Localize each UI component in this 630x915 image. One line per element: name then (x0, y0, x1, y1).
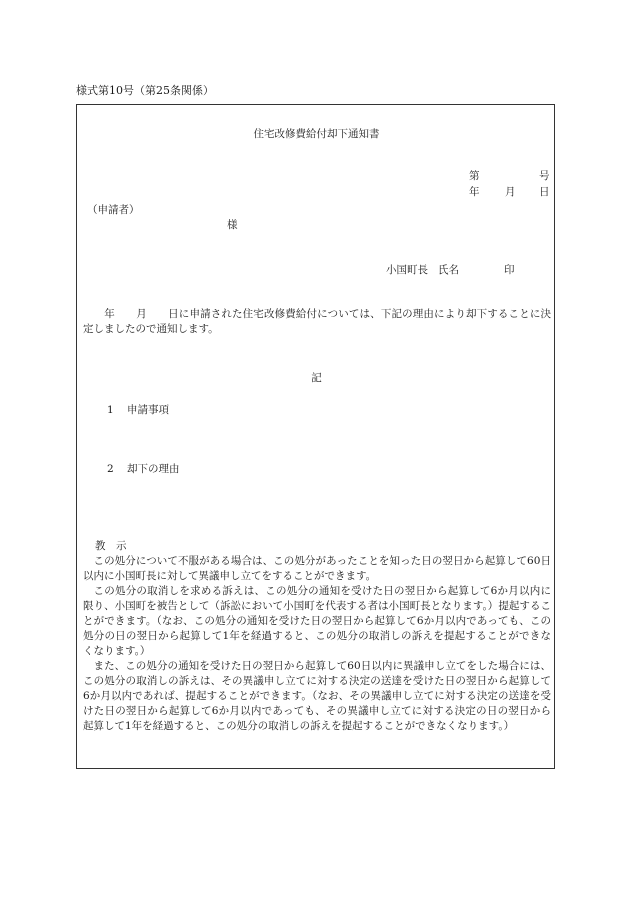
instructions-section (83, 539, 551, 734)
date-year: 年 (469, 186, 480, 198)
date-month: 月 (505, 186, 516, 198)
applicant-label: （申請者） (87, 204, 140, 216)
issuer-name-label: 氏名 (438, 264, 459, 276)
item-label: 申請事項 (127, 404, 170, 416)
number-suffix: 号 (539, 170, 550, 182)
item-reason (107, 462, 180, 477)
honorific: 様 (227, 219, 238, 231)
instructions-paragraph: この処分について不服がある場合は、この処分があったことを知った日の翌日から起算して60日以内に小国町長に対して異議申し立てをすることができます。 (83, 555, 551, 582)
form-title: 住宅改修費給付却下通知書 (253, 128, 380, 140)
item-label: 却下の理由 (127, 463, 180, 475)
item-number: 1 (107, 404, 114, 416)
item-number: 2 (107, 463, 114, 475)
form-number-label: 様式第10号（第25条関係） (76, 84, 214, 97)
number-prefix: 第 (469, 170, 480, 182)
seal-mark: 印 (504, 264, 515, 276)
notice-body: 年 月 日に申請された住宅改修費給付については、下記の理由により却下することに決定しましたので通知します。 (83, 308, 551, 335)
date-day: 日 (539, 186, 550, 198)
instructions-title: 教 示 (95, 540, 127, 552)
ki-label: 記 (311, 372, 322, 384)
notice-form (76, 104, 555, 769)
instructions-paragraph: この処分の取消しを求める訴えは、この処分の通知を受けた日の翌日から起算して6か月以内に限り、小国町を被告として（訴訟において小国町を代表する者は小国町長となります。）提起することができます。（なお、この処分の通知を受けた日の翌日から起算して6か月以内であっても、この処分の日の翌日から起算して1年を経過すると、この処分の取消しの訴えを提起することができなくなります。） (83, 585, 551, 657)
item-application (107, 403, 169, 418)
instructions-paragraph: また、この処分の通知を受けた日の翌日から起算して60日以内に異議申し立てをした場合には、この処分の取消しの訴えは、その異議申し立てに対する決定の送達を受けた日の翌日から起算して6か月以内であれば、提起することができます。（なお、その異議申し立てに対する決定の送達を受けた日の翌日から起算して6か月以内であっても、その異議申し立てに対する決定の日の翌日から起算して1年を経過すると、この処分の取消しの訴えを提起することができなくなります。） (83, 660, 551, 732)
issuer-title: 小国町長 (386, 264, 428, 276)
